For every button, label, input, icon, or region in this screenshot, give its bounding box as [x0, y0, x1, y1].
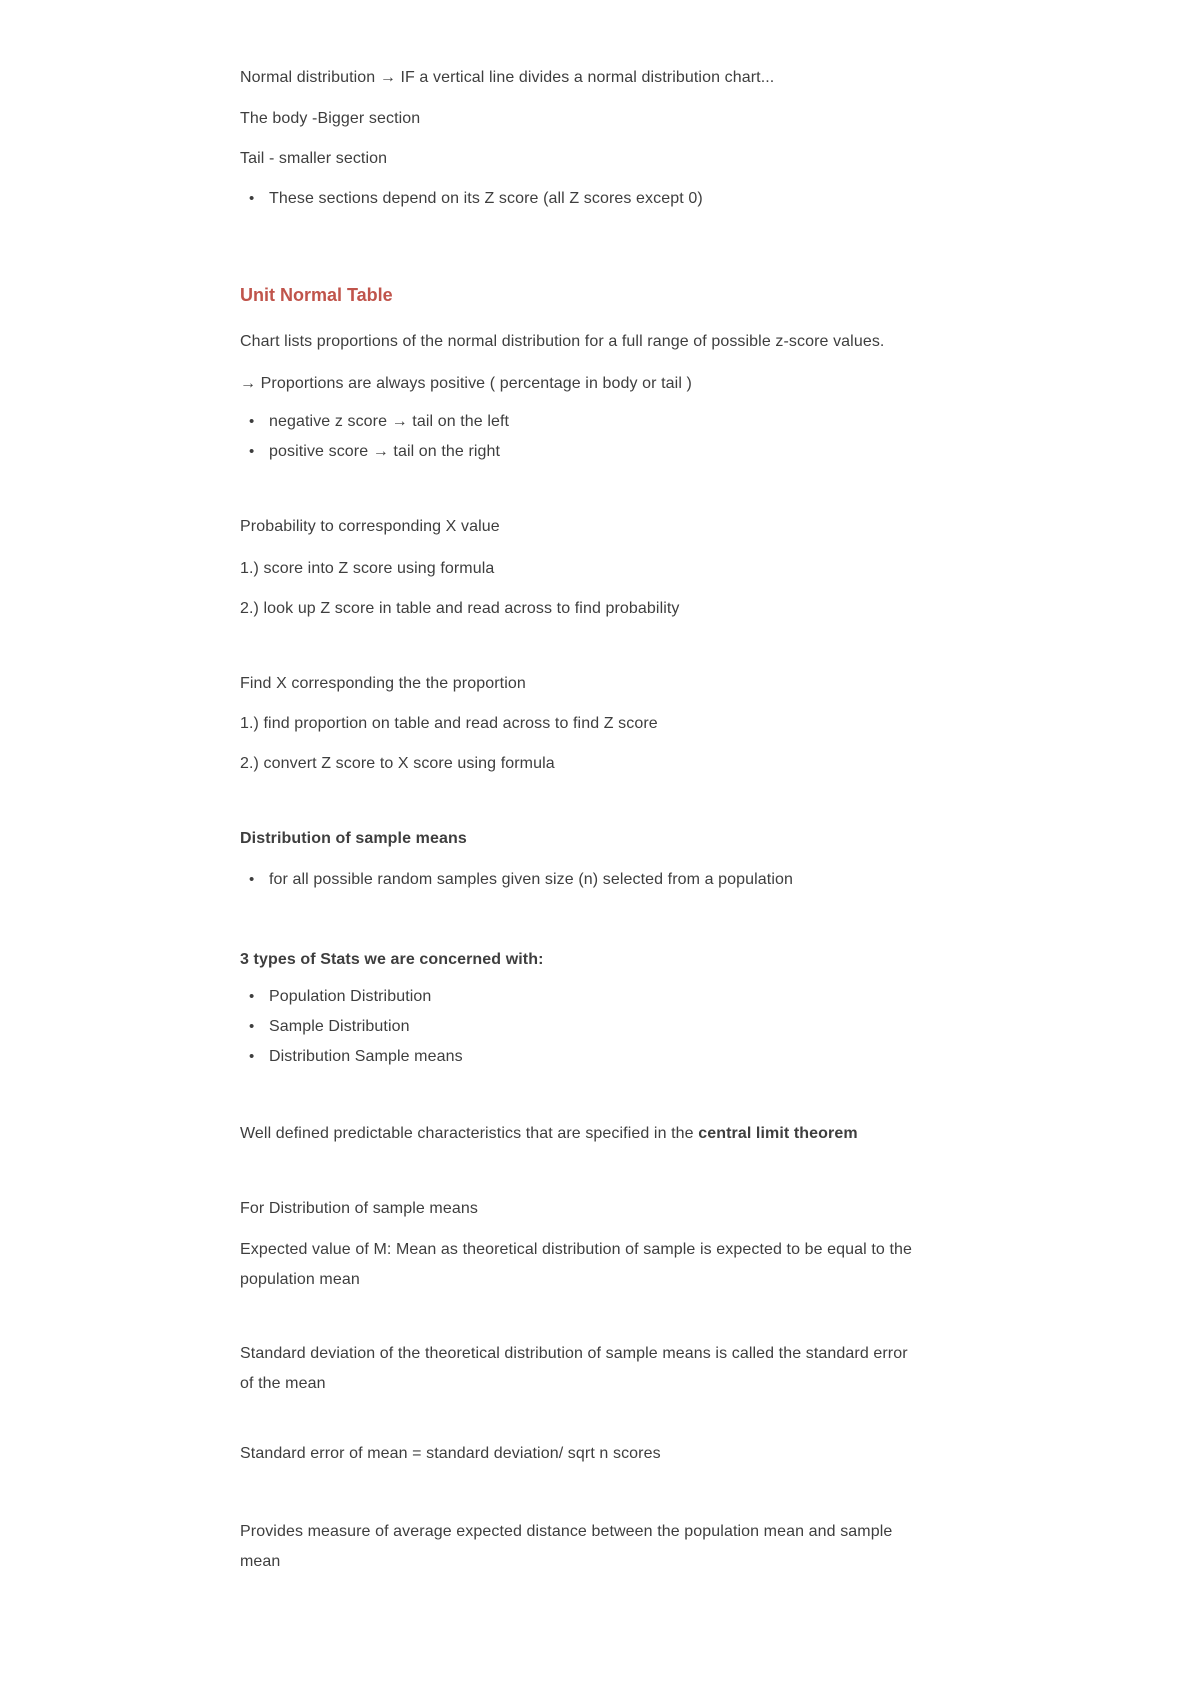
- step-probability-1: 1.) score into Z score using formula: [240, 560, 495, 577]
- list-item-positive-z: [240, 437, 912, 467]
- paragraph-well-defined: [240, 1119, 912, 1149]
- paragraph-tail-section: Tail - smaller section: [240, 150, 388, 167]
- list-item-negative-z: [240, 407, 912, 437]
- bullet-icon: •: [249, 871, 255, 888]
- list-item-text: positive score → tail on the right: [269, 443, 501, 460]
- heading-3-types-of-stats: 3 types of Stats we are concerned with:: [240, 951, 544, 968]
- bullet-icon: •: [249, 988, 255, 1005]
- step-probability-2: 2.) look up Z score in table and read across to find probability: [240, 600, 680, 617]
- bullet-icon: •: [249, 190, 255, 207]
- paragraph-body-section: The body -Bigger section: [240, 110, 421, 127]
- bullet-icon: •: [249, 1018, 255, 1035]
- list-item-text: for all possible random samples given size (n) selected from a population: [269, 871, 794, 888]
- step-find-x-1: 1.) find proportion on table and read across to find Z score: [240, 715, 658, 732]
- bullet-icon: •: [249, 413, 255, 430]
- list-item-sample-distribution: [240, 1012, 912, 1042]
- list-item-z-score-sections: [240, 184, 912, 214]
- paragraph-normal-distribution: Normal distribution → IF a vertical line divides a normal distribution chart...: [240, 69, 775, 86]
- section-heading-unit-normal-table: Unit Normal Table: [240, 285, 393, 305]
- paragraph-for-distribution: For Distribution of sample means: [240, 1200, 478, 1217]
- list-item-text: Population Distribution: [269, 988, 432, 1005]
- list-item-random-samples: [240, 865, 912, 895]
- bullet-icon: •: [249, 443, 255, 460]
- paragraph-probability-x-value: Probability to corresponding X value: [240, 518, 500, 535]
- paragraph-text: Well defined predictable characteristics that are specified in the: [240, 1125, 699, 1142]
- list-item-text: Sample Distribution: [269, 1018, 410, 1035]
- list-item-distribution-sample-means: [240, 1042, 912, 1072]
- paragraph-standard-error-formula: Standard error of mean = standard deviation/ sqrt n scores: [240, 1445, 661, 1462]
- content-column: [240, 63, 912, 1577]
- list-item-text: These sections depend on its Z score (all Z scores except 0): [269, 190, 703, 207]
- paragraph-chart-lists: Chart lists proportions of the normal distribution for a full range of possible z-score values.: [240, 333, 885, 350]
- bullet-icon: •: [249, 1048, 255, 1065]
- paragraph-proportions-positive: → Proportions are always positive ( percentage in body or tail ): [240, 375, 692, 392]
- list-item-population-distribution: [240, 982, 912, 1012]
- paragraph-find-x: Find X corresponding the the proportion: [240, 675, 526, 692]
- list-item-text: negative z score → tail on the left: [269, 413, 510, 430]
- step-find-x-2: 2.) convert Z score to X score using formula: [240, 755, 555, 772]
- paragraph-standard-deviation: Standard deviation of the theoretical distribution of sample means is called the standard error of the mean: [240, 1345, 908, 1392]
- paragraph-provides-measure: Provides measure of average expected distance between the population mean and sample mean: [240, 1523, 893, 1570]
- paragraph-expected-value: Expected value of M: Mean as theoretical distribution of sample is expected to be equal to the population mean: [240, 1241, 913, 1288]
- central-limit-theorem-bold: central limit theorem: [698, 1125, 858, 1142]
- heading-distribution-sample-means: Distribution of sample means: [240, 830, 467, 847]
- list-item-text: Distribution Sample means: [269, 1048, 463, 1065]
